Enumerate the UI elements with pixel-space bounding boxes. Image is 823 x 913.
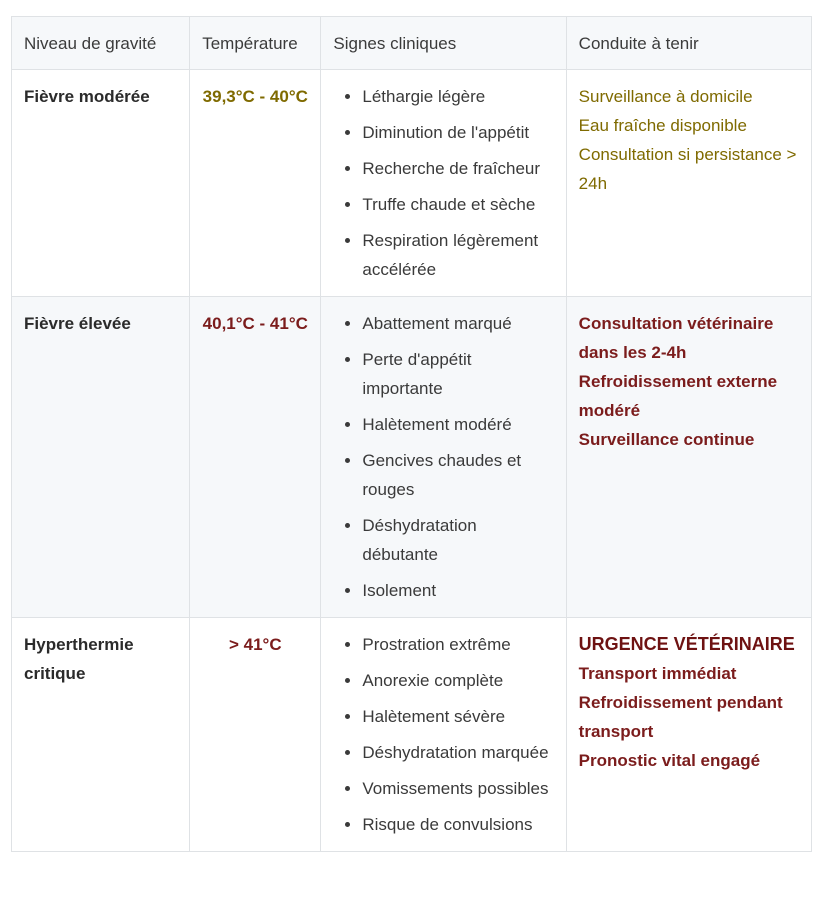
list-item: • Anorexie complète xyxy=(362,666,553,695)
list-item: • Prostration extrême xyxy=(362,630,553,659)
list-item: • Diminution de l'appétit xyxy=(362,118,553,147)
list-item: • Risque de convulsions xyxy=(362,810,553,839)
table-row xyxy=(12,297,812,618)
clinical-signs-list xyxy=(333,630,553,839)
action-item: Pronostic vital engagé xyxy=(578,751,761,770)
severity-level: Fièvre modérée xyxy=(12,70,190,297)
list-item: • Abattement marqué xyxy=(362,309,553,338)
action-item: Consultation si persistance > 24h xyxy=(578,145,797,193)
list-item: • Respiration légèrement accélérée xyxy=(362,226,553,284)
list-item: • Vomissements possibles xyxy=(362,774,553,803)
clinical-signs-list xyxy=(333,82,553,284)
list-item: • Léthargie légère xyxy=(362,82,553,111)
table-row xyxy=(12,618,812,852)
list-item: • Isolement xyxy=(362,576,553,605)
action-cell xyxy=(566,297,811,618)
list-item: • Recherche de fraîcheur xyxy=(362,154,553,183)
clinical-signs-list xyxy=(333,309,553,605)
action-cell xyxy=(566,70,811,297)
action-item: Eau fraîche disponible xyxy=(578,116,747,135)
list-item: • Halètement modéré xyxy=(362,410,553,439)
urgent-warning: URGENCE VÉTÉRINAIRE xyxy=(578,634,795,654)
severity-level: Hyperthermie critique xyxy=(12,618,190,852)
list-item: • Truffe chaude et sèche xyxy=(362,190,553,219)
header-severity-level: Niveau de gravité xyxy=(12,17,190,70)
list-item: • Perte d'appétit importante xyxy=(362,345,553,403)
fever-severity-table xyxy=(11,16,812,852)
clinical-signs-cell xyxy=(321,618,566,852)
list-item: • Déshydratation marquée xyxy=(362,738,553,767)
temperature-range: 39,3°C - 40°C xyxy=(190,70,321,297)
table-row xyxy=(12,70,812,297)
header-clinical-signs: Signes cliniques xyxy=(321,17,566,70)
action-item: Refroidissement pendant transport xyxy=(578,693,783,741)
header-action-to-take: Conduite à tenir xyxy=(566,17,811,70)
action-item: Transport immédiat xyxy=(578,664,737,683)
list-item: • Halètement sévère xyxy=(362,702,553,731)
temperature-range: > 41°C xyxy=(190,618,321,852)
clinical-signs-cell xyxy=(321,297,566,618)
list-item: • Gencives chaudes et rouges xyxy=(362,446,553,504)
severity-level: Fièvre élevée xyxy=(12,297,190,618)
action-item: Surveillance à domicile xyxy=(578,87,753,106)
list-item: • Déshydratation débutante xyxy=(362,511,553,569)
header-temperature: Température xyxy=(190,17,321,70)
action-cell xyxy=(566,618,811,852)
action-item: Surveillance continue xyxy=(578,430,755,449)
action-item: Refroidissement externe modéré xyxy=(578,372,778,420)
action-item: Consultation vétérinaire dans les 2-4h xyxy=(578,314,774,362)
clinical-signs-cell xyxy=(321,70,566,297)
table-header-row xyxy=(12,17,812,70)
temperature-range: 40,1°C - 41°C xyxy=(190,297,321,618)
